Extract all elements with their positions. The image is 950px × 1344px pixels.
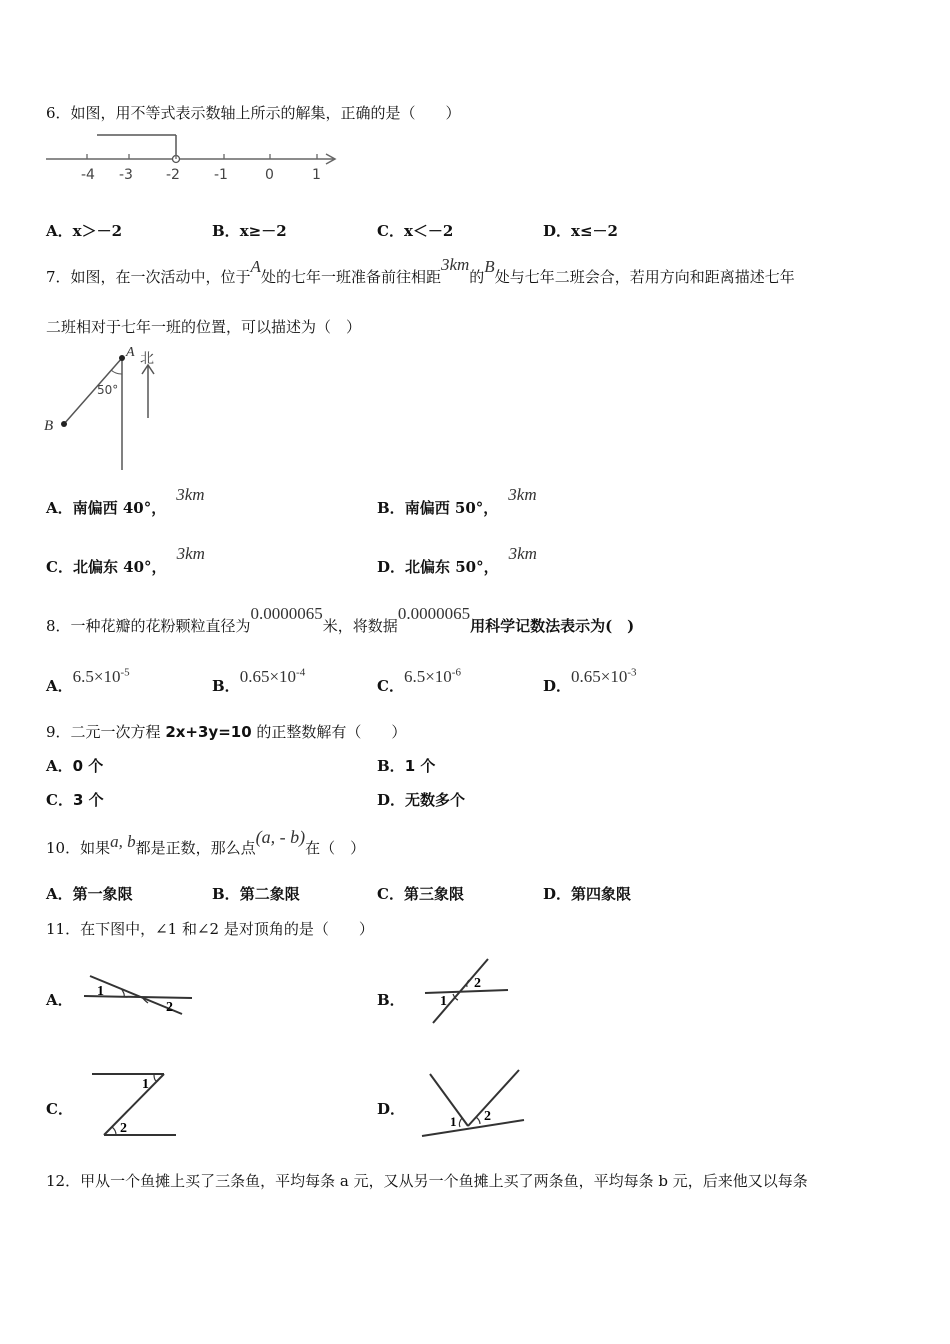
q10-point: (a, - b) — [255, 827, 306, 847]
option-label: A． — [46, 757, 73, 775]
option-text: 南偏西 40°， — [72, 499, 167, 517]
q9-option-c[interactable] — [46, 789, 104, 810]
option-label: B． — [212, 677, 240, 695]
q6-number-line-figure — [46, 132, 346, 184]
option-label: A． — [46, 222, 73, 240]
q11-d-angle1-arc — [459, 1118, 462, 1127]
option-label: A． — [46, 885, 73, 903]
option-text: x＞－2 — [72, 222, 123, 240]
q6-option-b[interactable] — [212, 220, 287, 241]
option-distance: 3km — [508, 544, 537, 563]
exponent: -4 — [296, 666, 306, 679]
q11-d-left-ray — [430, 1074, 468, 1126]
q6-tick-label: -2 — [166, 167, 180, 183]
q6-tick-label: 1 — [312, 167, 321, 183]
mantissa: 0.65×10 — [239, 667, 297, 686]
q10-stem-text: 在（ ） — [305, 839, 366, 857]
q6-option-a[interactable] — [46, 220, 122, 241]
q11-d-right-ray — [468, 1070, 519, 1126]
option-label: A． — [46, 677, 73, 695]
q7-point-b-dot — [61, 421, 67, 427]
q11-d-angle2-label: 2 — [484, 1109, 491, 1124]
q8-stem-text: 用科学记数法表示为( ) — [470, 617, 635, 635]
q8-stem — [46, 604, 635, 636]
option-text: 第二象限 — [239, 885, 300, 903]
q6-stem: 6．如图，用不等式表示数轴上所示的解集，正确的是（ ） — [46, 104, 461, 122]
q10-option-b[interactable] — [212, 883, 300, 904]
option-label: C． — [377, 222, 404, 240]
q11-c-diagonal-line — [104, 1074, 164, 1135]
option-text: 无数多个 — [405, 791, 466, 809]
q8-value: 0.0000065 — [250, 604, 323, 623]
q6-option-d[interactable] — [543, 220, 618, 241]
q8-option-c[interactable] — [377, 666, 461, 696]
option-label: D． — [377, 791, 406, 809]
q9-stem-text: 的正整数解有（ ） — [251, 723, 407, 741]
exponent: -3 — [627, 666, 637, 679]
option-value — [73, 667, 130, 686]
q10-stem-text: 都是正数，那么点 — [135, 839, 256, 857]
option-label: D． — [377, 558, 406, 576]
q8-stem-text: 8．一种花瓣的花粉颗粒直径为 — [46, 617, 251, 635]
q11-c-angle1-label: 1 — [142, 1077, 149, 1092]
q6-tick-label: -1 — [214, 167, 228, 183]
q7-option-a[interactable] — [46, 485, 205, 518]
option-text: 南偏西 50°， — [404, 499, 499, 517]
option-value — [571, 667, 637, 686]
q11-d-angle1-label: 1 — [450, 1114, 457, 1129]
q7-label-angle: 50° — [97, 383, 119, 397]
option-number: 3 — [72, 791, 84, 809]
q11-stem: 11．在下图中，∠1 和∠2 是对顶角的是（ ） — [46, 920, 374, 938]
mantissa: 6.5×10 — [403, 667, 452, 686]
q7-option-d[interactable] — [377, 544, 537, 577]
q11-figure-b[interactable] — [420, 955, 520, 1027]
q7-stem-text: 处的七年一班准备前往相距 — [260, 268, 441, 286]
option-text: 北偏东 50°， — [405, 558, 499, 576]
q7-label-b: B — [44, 418, 54, 434]
q11-d-angle2-arc — [476, 1117, 480, 1124]
q7-stem-text: 的 — [469, 268, 485, 286]
q7-option-c[interactable] — [46, 544, 205, 577]
q11-option-b-label[interactable]: B． — [377, 991, 405, 1009]
q10-vars: a, b — [110, 832, 136, 851]
q11-figure-a[interactable] — [82, 970, 197, 1020]
q6-option-c[interactable] — [377, 220, 453, 241]
mantissa: 0.65×10 — [571, 667, 628, 686]
q7-option-b[interactable] — [377, 485, 537, 518]
q10-option-c[interactable] — [377, 883, 464, 904]
option-label: B． — [212, 885, 240, 903]
q7-distance: 3km — [440, 255, 470, 274]
q8-value-repeat: 0.0000065 — [397, 604, 471, 623]
option-distance: 3km — [176, 485, 205, 504]
q6-tick-label: -4 — [81, 167, 95, 183]
q7-angle-arc — [111, 370, 122, 374]
option-label: C． — [46, 558, 73, 576]
option-label: B． — [377, 499, 405, 517]
option-unit: 个 — [83, 757, 104, 775]
option-label: D． — [543, 222, 572, 240]
option-value — [240, 667, 306, 686]
option-text: x≤－2 — [571, 222, 618, 240]
q12-stem: 12．甲从一个鱼摊上买了三条鱼，平均每条 a 元，又从另一个鱼摊上买了两条鱼，平均每条 b 元，后来他又以每条 — [46, 1172, 808, 1190]
q7-point-a: A — [250, 257, 261, 276]
option-unit: 个 — [415, 757, 436, 775]
option-value — [404, 667, 461, 686]
q11-option-a-label[interactable]: A． — [46, 991, 73, 1009]
q6-tick-label: -3 — [119, 167, 133, 183]
option-unit: 个 — [83, 791, 104, 809]
option-text: x≥－2 — [239, 222, 287, 240]
option-text: 第一象限 — [72, 885, 133, 903]
q9-stem — [46, 721, 406, 742]
option-label: C． — [46, 791, 73, 809]
q7-stem-text: 7．如图，在一次活动中，位于 — [46, 268, 251, 286]
option-text: 第四象限 — [571, 885, 632, 903]
q10-option-d[interactable] — [543, 883, 631, 904]
q11-b-angle1-label: 1 — [440, 994, 447, 1009]
q11-b-horizontal-line — [425, 990, 508, 993]
q7-direction-figure — [44, 344, 184, 474]
option-label: B． — [212, 222, 240, 240]
q8-stem-text: 米，将数据 — [322, 617, 398, 635]
q8-option-b[interactable] — [212, 666, 306, 696]
option-label: A． — [46, 499, 73, 517]
q7-label-a: A — [126, 345, 135, 360]
q11-d-base-line — [422, 1120, 524, 1136]
q9-equation: 2x+3y=10 — [165, 723, 252, 741]
q10-stem-text: 10．如果 — [46, 839, 111, 857]
option-text: 第三象限 — [403, 885, 464, 903]
option-label: C． — [377, 885, 404, 903]
q11-figure-d[interactable] — [420, 1066, 530, 1138]
q8-option-a[interactable] — [46, 666, 130, 696]
option-text: 北偏东 40°， — [72, 558, 167, 576]
option-label: D． — [543, 885, 572, 903]
option-distance: 3km — [508, 485, 537, 504]
q7-label-north: 北 — [140, 351, 154, 367]
q6-tick-label: 0 — [265, 167, 274, 183]
mantissa: 6.5×10 — [72, 667, 121, 686]
q11-a-angle1-label: 1 — [97, 984, 104, 999]
q11-figure-c[interactable] — [90, 1068, 185, 1140]
q7-stem-text: 处与七年二班会合，若用方向和距离描述七年 — [494, 268, 795, 286]
q11-c-angle2-arc — [112, 1127, 116, 1135]
q11-a-angle2-label: 2 — [166, 1000, 173, 1015]
q9-option-a[interactable] — [46, 755, 103, 776]
q7-point-a-dot — [119, 355, 125, 361]
q10-option-a[interactable] — [46, 883, 133, 904]
q7-stem-line2: 二班相对于七年一班的位置，可以描述为（ ） — [46, 318, 362, 336]
q11-b-angle2-label: 2 — [474, 976, 481, 991]
q11-option-d-label[interactable]: D． — [377, 1100, 406, 1118]
q7-point-b: B — [484, 257, 495, 276]
option-label: B． — [377, 757, 405, 775]
exponent: -6 — [451, 666, 461, 679]
q11-option-c-label[interactable]: C． — [46, 1100, 73, 1118]
q9-option-d[interactable] — [377, 789, 465, 810]
q8-option-d[interactable] — [543, 666, 637, 696]
option-label: D． — [543, 677, 572, 695]
q7-stem-line1 — [46, 255, 795, 287]
exponent: -5 — [120, 666, 130, 679]
option-text: x＜－2 — [403, 222, 454, 240]
q9-stem-text: 9．二元一次方程 — [46, 723, 166, 741]
q11-c-angle2-label: 2 — [120, 1121, 127, 1136]
option-distance: 3km — [176, 544, 205, 563]
option-number: 1 — [404, 757, 416, 775]
q9-option-b[interactable] — [377, 755, 435, 776]
option-number: 0 — [72, 757, 84, 775]
q10-stem — [46, 827, 366, 858]
option-label: C． — [377, 677, 404, 695]
